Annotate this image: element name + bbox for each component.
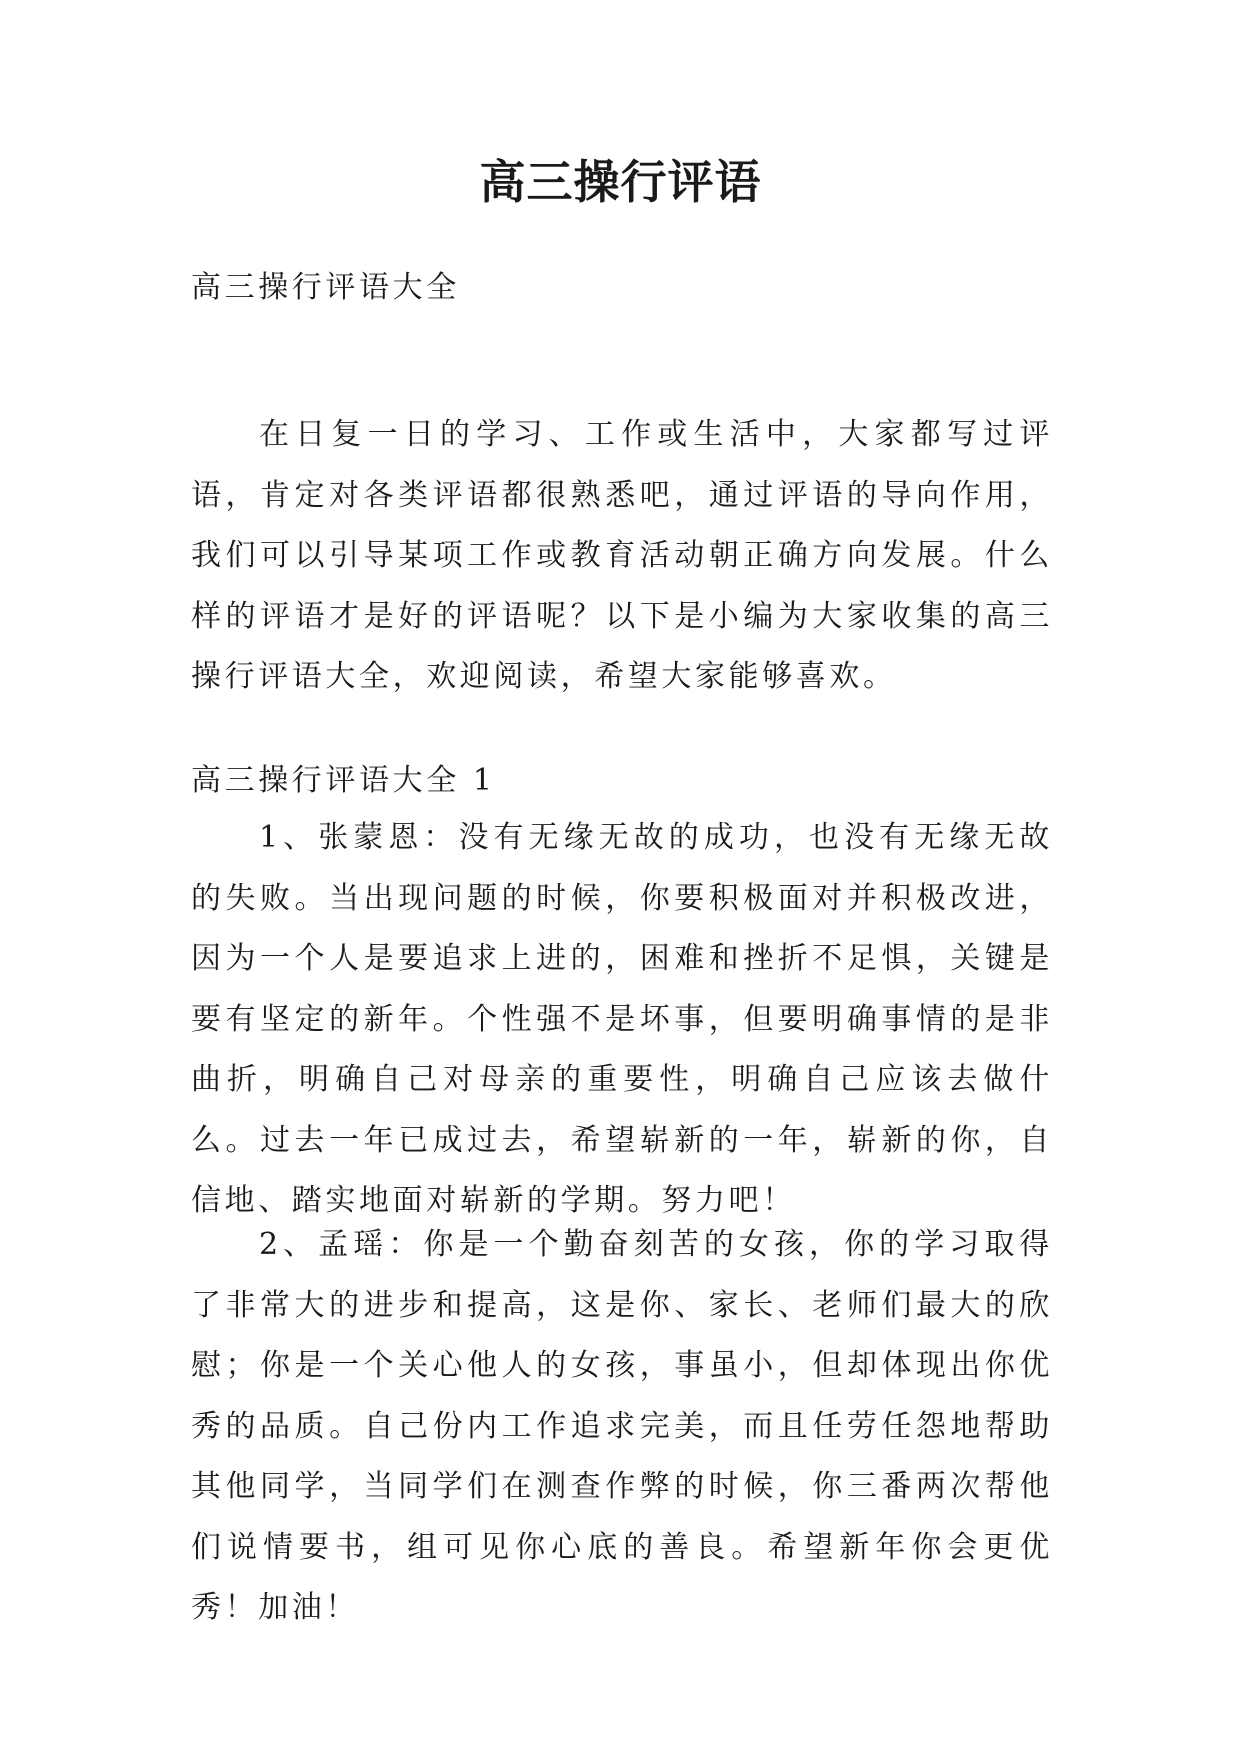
document-title: 高三操行评语	[479, 155, 762, 209]
comment-paragraph-1: 1、张蒙恩：没有无缘无故的成功，也没有无缘无故的失败。当出现问题的时候，你要积极面对并积极改进，因为一个人是要追求上进的，困难和挫折不足惧，关键是要有坚定的新年。个性强不是坏事，但要明确事情的是非曲折，明确自己对母亲的重要性，明确自己应该去做什么。过去一年已成过去，希望崭新的一年，崭新的你，自信地、踏实地面对崭新的学期。努力吧！	[191, 820, 1053, 1218]
document-subtitle: 高三操行评语大全	[191, 270, 460, 305]
intro-paragraph: 在日复一日的学习、工作或生活中，大家都写过评语，肯定对各类评语都很熟悉吧，通过评语的导向作用，我们可以引导某项工作或教育活动朝正确方向发展。什么样的评语才是好的评语呢？以下是小编为大家收集的高三操行评语大全，欢迎阅读，希望大家能够喜欢。	[191, 417, 1053, 694]
section-heading: 高三操行评语大全 1	[191, 763, 496, 798]
comment-paragraph-2: 2、孟瑶：你是一个勤奋刻苦的女孩，你的学习取得了非常大的进步和提高，这是你、家长、老师们最大的欣慰；你是一个关心他人的女孩，事虽小，但却体现出你优秀的品质。自己份内工作追求完美，而且任劳任怨地帮助其他同学，当同学们在测查作弊的时候，你三番两次帮他们说情要书，组可见你心底的善良。希望新年你会更优秀！加油！	[191, 1227, 1053, 1625]
